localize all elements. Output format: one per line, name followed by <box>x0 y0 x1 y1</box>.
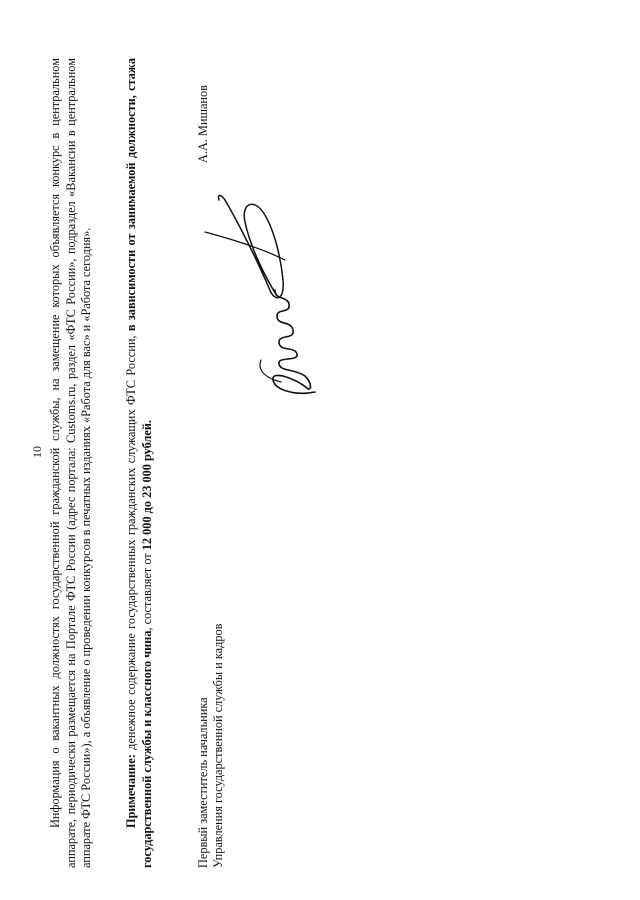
signatory-name: А.А. Мишанов <box>196 85 210 163</box>
note-text-2: , составляет от <box>139 550 154 631</box>
handwritten-signature <box>195 190 325 400</box>
page-number: 10 <box>30 446 44 458</box>
signatory-title-line-1: Первый заместитель начальника <box>196 697 210 868</box>
note-paragraph <box>124 58 155 868</box>
salary-range: 12 000 до 23 000 рублей. <box>139 419 154 551</box>
note-text: денежное содержание государственных гражданских служащих ФТС России, <box>124 331 138 755</box>
signatory-title <box>196 624 225 868</box>
signatory-title-line-2: Управления государственной службы и кадров <box>210 623 225 868</box>
note-label: Примечание: <box>124 754 138 828</box>
note-bold-middle: в зависимости от занимаемой должности, стажа государственной службы и классного чина <box>124 58 154 868</box>
rotated-content <box>0 20 640 880</box>
vacancy-info-paragraph: Информация о вакантных должностях государственной гражданской службы, на замещение которых объявляется конкурс в центральном аппарате, периодически размещается на Портале ФТС России (адрес портала: Customs.ru, раздел «ФТС России», подраздел «Вакансии в центральном аппарате ФТС России»), а объявление о проведении конкурсов в печатных изданиях «Работа для вас» и «Работа сегодня». <box>48 58 94 868</box>
